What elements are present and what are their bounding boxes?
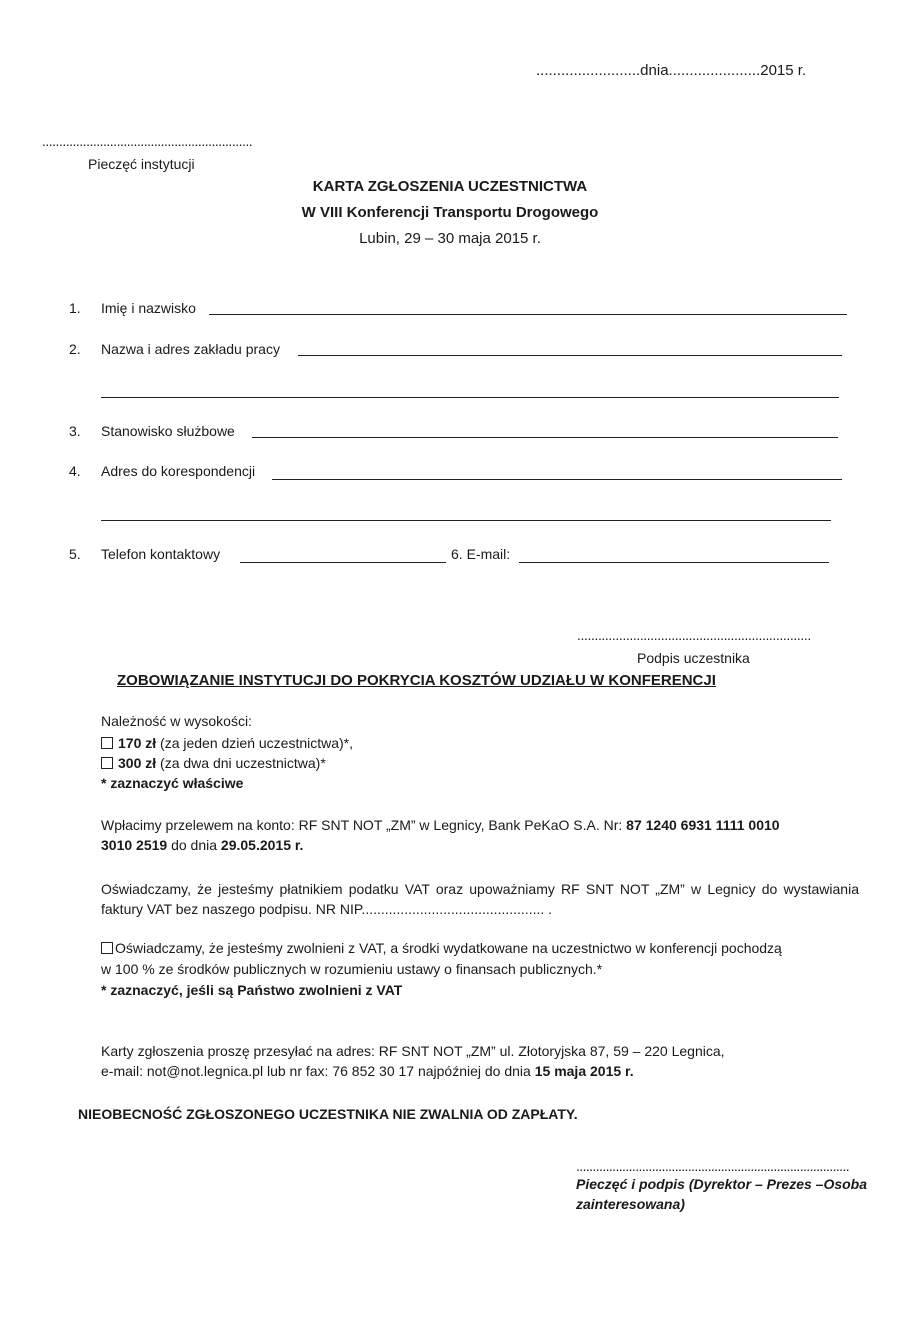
field-number: 3. <box>69 423 81 439</box>
send-contact-text: e-mail: not@not.legnica.pl lub nr fax: 76 852 30 17 najpóźniej do dnia <box>101 1063 531 1079</box>
stamp-dots: .............................................................. <box>42 133 253 149</box>
exemption-note: * zaznaczyć, jeśli są Państwo zwolnieni z VAT <box>101 982 403 998</box>
mark-note: * zaznaczyć właściwe <box>101 775 244 791</box>
field-number: 1. <box>69 300 81 316</box>
field-label: Adres do korespondencji <box>101 463 256 479</box>
position-line[interactable] <box>252 437 838 438</box>
field-label: Stanowisko służbowe <box>101 423 235 439</box>
option-description: (za jeden dzień uczestnictwa)*, <box>160 735 354 751</box>
stamp-label: Pieczęć instytucji <box>88 156 195 172</box>
field-number: 4. <box>69 463 81 479</box>
account-number-part-2: 3010 2519 <box>101 837 168 853</box>
director-signature-dots: ................................................................................... <box>576 1158 850 1174</box>
transfer-text: Wpłacimy przelewem na konto: RF SNT NOT „ZM” w Legnicy, Bank PeKaO S.A. Nr: <box>101 817 623 833</box>
director-signature-label: Pieczęć i podpis (Dyrektor – Prezes –Osoba <box>576 1176 868 1192</box>
exemption-line-2: w 100 % ze środków publicznych w rozumieniu ustawy o finansach publicznych.* <box>101 961 603 977</box>
account-number-part-1: 87 1240 6931 1111 0010 <box>626 817 780 833</box>
workplace-line[interactable] <box>298 355 842 356</box>
field-label: Imię i nazwisko <box>101 300 196 316</box>
send-address: Karty zgłoszenia proszę przesyłać na adres: RF SNT NOT „ZM” ul. Złotoryjska 87, 59 – 220 Legnica, <box>101 1043 725 1059</box>
exemption-text: Oświadczamy, że jesteśmy zwolnieni z VAT, a środki wydatkowane na uczestnictwo w konferencji pochodzą <box>115 940 782 956</box>
name-line[interactable] <box>209 314 847 315</box>
email-label: 6. E-mail: <box>451 546 511 562</box>
transfer-line-1 <box>101 817 780 833</box>
option-amount: 170 zł <box>118 735 157 751</box>
absence-note: NIEOBECNOŚĆ ZGŁOSZONEGO UCZESTNIKA NIE ZWALNIA OD ZAPŁATY. <box>78 1106 578 1122</box>
checkbox[interactable] <box>101 757 113 769</box>
transfer-line-2 <box>101 837 303 853</box>
commitment-heading: ZOBOWIĄZANIE INSTYTUCJI DO POKRYCIA KOSZTÓW UDZIAŁU W KONFERENCJI <box>117 672 716 689</box>
exemption-line-1[interactable] <box>101 940 782 956</box>
address-line[interactable] <box>272 479 842 480</box>
amount-label: Należność w wysokości: <box>101 713 252 729</box>
field-number: 2. <box>69 341 81 357</box>
participant-signature-label: Podpis uczestnika <box>637 650 750 666</box>
conference-place-date: Lubin, 29 – 30 maja 2015 r. <box>359 230 541 247</box>
conference-name: W VIII Konferencji Transportu Drogowego <box>301 204 599 221</box>
field-label: Nazwa i adres zakładu pracy <box>101 341 280 357</box>
option-amount: 300 zł <box>118 755 157 771</box>
amount-option-2[interactable] <box>101 755 326 771</box>
option-description: (za dwa dni uczestnictwa)* <box>160 755 326 771</box>
checkbox[interactable] <box>101 737 113 749</box>
email-line[interactable] <box>519 562 829 563</box>
vat-statement: Oświadczamy, że jesteśmy płatnikiem podatku VAT oraz upoważniamy RF SNT NOT „ZM” w Legnicy do wystawiania faktury VAT bez naszego podpisu. NR NIP............................................... . <box>101 881 859 917</box>
field-number: 5. <box>69 546 81 562</box>
director-signature-label-2: zainteresowana) <box>576 1196 685 1212</box>
send-deadline-date: 15 maja 2015 r. <box>534 1063 634 1079</box>
workplace-line-2[interactable] <box>101 397 839 398</box>
participant-signature-dots: ................................................................... <box>577 627 811 643</box>
deadline-date: 29.05.2015 r. <box>220 837 304 853</box>
amount-option-1[interactable] <box>101 735 353 751</box>
document-title: KARTA ZGŁOSZENIA UCZESTNICTWA <box>312 178 588 195</box>
phone-line[interactable] <box>240 562 446 563</box>
checkbox[interactable] <box>101 942 113 954</box>
deadline-text: do dnia <box>171 837 218 853</box>
address-line-2[interactable] <box>101 520 831 521</box>
send-contact <box>101 1063 634 1079</box>
date-line: .........................dnia......................2015 r. <box>536 62 807 79</box>
field-label: Telefon kontaktowy <box>101 546 221 562</box>
